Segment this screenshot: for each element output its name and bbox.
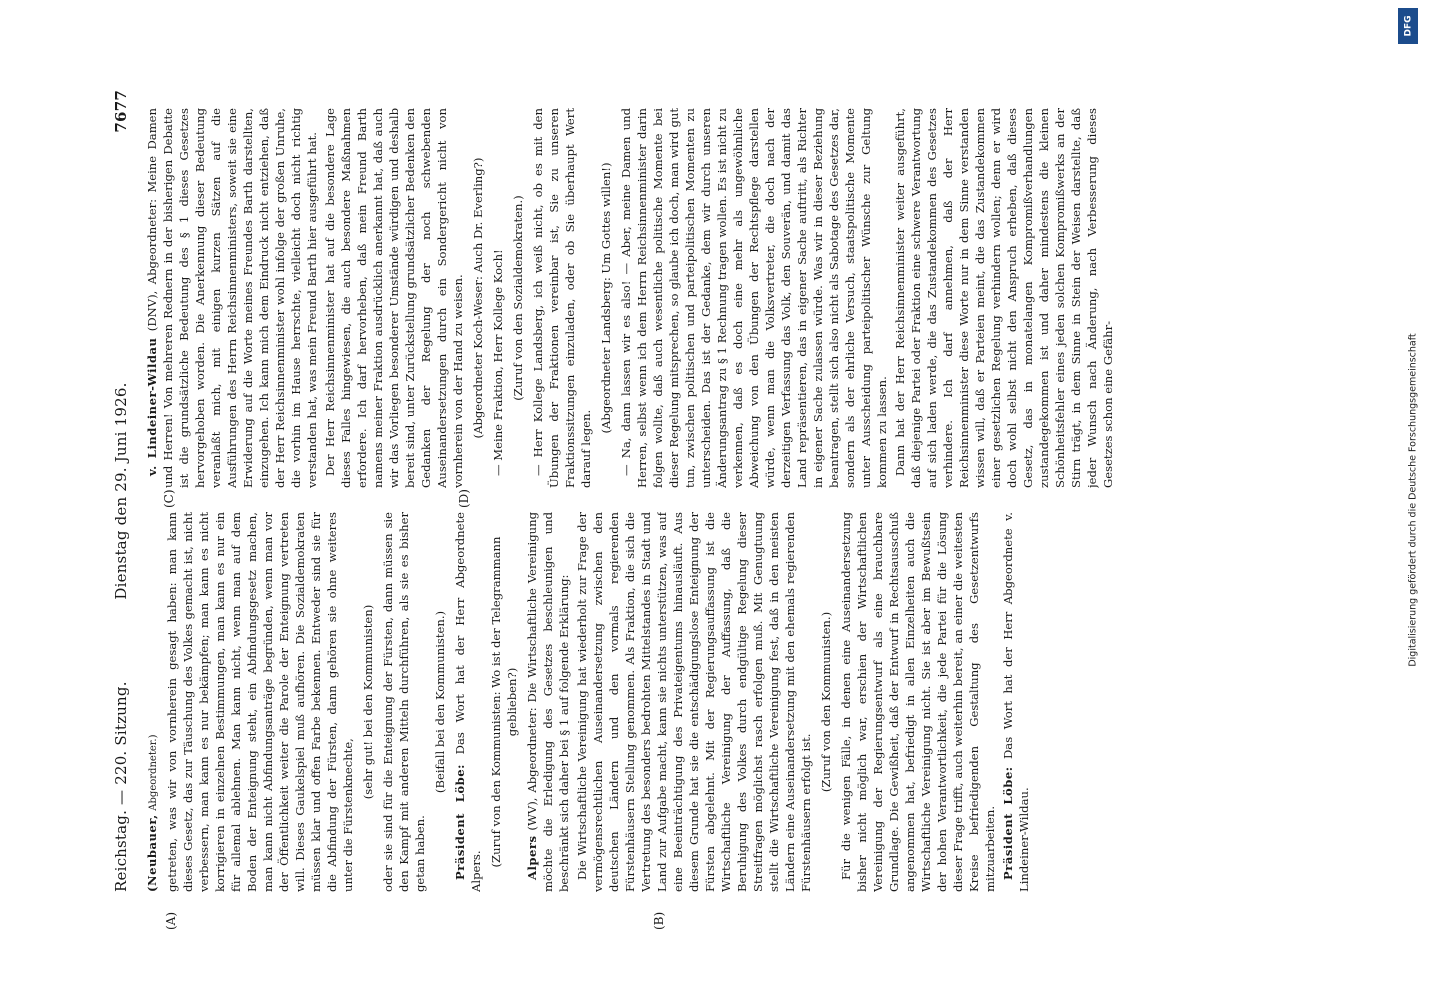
digitization-credit	[1398, 0, 1428, 1000]
speaker-name: Präsident Löbe:	[453, 764, 467, 880]
page-header	[112, 90, 138, 892]
speaker-name: (Neubauer,	[145, 814, 159, 892]
speech-text: Das Wort hat der Herr Abgeordnete Alpers.	[453, 512, 483, 892]
speaker-name: Alpers	[525, 835, 539, 880]
margin-marker-a: (A)	[164, 911, 178, 930]
paragraph	[1000, 512, 1032, 892]
margin-marker-c: (C)	[162, 489, 176, 508]
header-left: Reichstag. — 220. Sitzung.	[112, 681, 130, 892]
credit-text: Digitalisierung gefördert durch die Deutsche Forschungsgemeinschaft	[1407, 333, 1419, 667]
speech-text: (DNV), Abgeordneter: Meine Damen und Herren! Von mehreren Rednern in der bisherigen Debatte ist die grundsätzliche Bedeutung des § 1 dieses Gesetzes hervorgehoben worden. Die Anerkennung dieser Bedeutung veranlaßt mich, mit einigen kurzen Sätzen auf die Ausführungen des Herrn Reichsinnenministers, soweit sie eine Erwiderung auf die Worte meines Freundes Barth darstellten, einzugehen. Ich kann mich dem Eindruck nicht entziehen, daß der Herr Reichsinnenminister wohl infolge der großen Unruhe, die vorhin im Hause herrschte, vielleicht doch nicht richtig verstanden hat, was mein Freund Barth hier ausgeführt hat.	[145, 108, 319, 488]
speaker-role: Abgeordneter.)	[148, 734, 159, 811]
interjection: (Zuruf von den Kommunisten: Wo ist der Telegrammann geblieben?)	[489, 536, 519, 868]
interjection: (Zuruf von den Sozialdemokraten.)	[511, 195, 525, 401]
speech-text: Das Wort hat der Herr Abgeordnete v. Lindeiner-Wildau.	[1001, 512, 1031, 892]
paragraph: Die Wirtschaftliche Vereinigung hat wiederholt zur Frage der vermögensrechtlichen Auseinandersetzung zwischen den deutschen Ländern und den vormals regierenden Fürstenhäusern Stellung genommen. Als Fraktion, die sich die Vertretung des besonders bedrohten Mittelstandes in Stadt und Land zur Aufgabe macht, kann sie nichts unterstützen, was auf eine Beeinträchtigung des Privateigentums hinausläuft. Aus diesem Grunde hat sie die entschädigungslose Enteignung der Fürsten abgelehnt. Mit der Regierungsauffassung ist die Wirtschaftliche Vereinigung der Auffassung, daß die Beruhigung des Volkes durch endgültige Regelung dieser Streitfragen möglichst rasch erfolgen muß. Mit Genugtuung stellt die Wirtschaftliche Vereinigung fest, daß in den meisten Ländern eine Auseinandersetzung mit den ehemals regierenden Fürstenhäusern erfolgt ist.	[575, 512, 813, 892]
interjection: (Abgeordneter Landsberg: Um Gottes willen!)	[599, 162, 613, 434]
speaker-name: Präsident Löbe:	[1001, 766, 1015, 880]
paragraph	[144, 512, 162, 892]
interjection: (sehr gut! bei den Kommunisten)	[361, 604, 375, 800]
speech-text: (WV), Abgeordneter: Die Wirtschaftliche Vereinigung möchte die Erledigung des Gesetzes beschleunigen und beschränkt sich daher bei § 1 auf folgende Erklärung:	[525, 512, 571, 892]
paragraph	[452, 512, 484, 892]
speaker-name: v. Lindeiner-Wildau	[145, 337, 159, 476]
paragraph: Dann hat der Herr Reichsinnenminister weiter ausgeführt, daß diejenige Partei oder Fraktion eine schwere Verantwortung auf sich laden werde, die das Zustandekommen des Gesetzes verhindere. Ich darf annehmen, daß der Herr Reichsinnenminister diese Worte nur in dem Sinne verstanden wissen will, daß er Parteien meint, die das Zustandekommen einer gesetzlichen Regelung verhindern wollen; denn er wird doch wohl selbst nicht den Anspruch erheben, daß dieses Gesetz, das in monatelangen Kompromißverhandlungen zustandegekommen ist und daher mindestens die kleinen Schönheitsfehler eines jeden solchen Kompromißwerks an der Stirn trägt, in dem Sinne in Stein der Weisen darstellte, daß jeder Wunsch nach Änderung, nach Verbesserung dieses Gesetzes schon eine Gefähr-	[893, 108, 1115, 488]
paragraph: Für die wenigen Fälle, in denen eine Auseinandersetzung bisher nicht möglich war, erschien der Wirtschaftlichen Vereinigung der Regierungsentwurf als eine brauchbare Grundlage. Die Gewißheit, daß der Entwurf in Rechtsausschuß angenommen hat, befriedigt in allen Einzelheiten auch die Wirtschaftliche Vereinigung nicht. Sie ist aber im Bewußtsein der hohen Verantwortlichkeit, die jede Partei für die Lösung dieser Frage trifft, auch weiterhin bereit, an einer die weitesten Kreise befriedigenden Gestaltung des Gesetzentwurfs mitzuarbeiten.	[839, 512, 997, 892]
paragraph: oder sie sind für die Enteignung der Fürsten, dann müssen sie den Kampf mit anderen Mitteln durchführen, als sie es bisher getan haben.	[381, 512, 427, 892]
page-number: 7677	[112, 90, 130, 133]
dfg-logo-icon: DFG	[1398, 8, 1418, 44]
interjection: (Zuruf von den Kommunisten.)	[819, 611, 833, 793]
paragraph: Der Herr Reichsinnenminister hat auf die besondere Lage dieses Falles hingewiesen, die auch besondere Maßnahmen erfordere. Ich darf hervorheben, daß mein Freund Barth namens meiner Fraktion ausdrücklich anerkannt hat, daß auch wir das Vorliegen besonderer Umstände würdigen und deshalb bereit sind, unter Zurückstellung grundsätzlicher Bedenken den Gedanken der Regelung der noch schwebenden Auseinandersetzungen durch ein Sondergericht nicht von vornherein von der Hand zu weisen.	[323, 108, 465, 488]
right-column	[144, 108, 1312, 488]
margin-marker-d: (D)	[457, 489, 471, 508]
paragraph: — Herr Kollege Landsberg, ich weiß nicht, ob es mit den Übungen der Fraktionen vereinbar ist, Sie zu unseren Fraktionssitzungen einzuladen, oder ob Sie überhaupt Wert darauf legen.	[531, 108, 593, 488]
paragraph: — Na, dann lassen wir es also! — Aber, meine Damen und Herren, selbst wenn ich dem Herrn Reichsinnenminister darin folgen wollte, daß auch wesentliche politische Momente bei dieser Regelung mitsprechen, so glaube ich doch, man wird gut tun, zwischen politischen und parteipolitischen Momenten zu unterscheiden. Das ist der Gedanke, dem wir durch unseren Änderungsantrag zu § 1 Rechnung tragen wollen. Es ist nicht zu verkennen, daß es doch eine mehr als ungewöhnliche Abweichung von den Übungen der Rechtspflege darstellen würde, wenn man die Volksvertreter, die doch nach der derzeitigen Verfassung das Volk, den Souverän, und damit das Land repräsentieren, das in eigener Sache auftritt, als Richter in eigener Sache zulassen würde. Was wir in dieser Beziehung beantragen, stellt sich also nicht als Sabotage des Gesetzes dar, sondern als der ehrliche Versuch, staatspolitische Momente unter Ausscheidung parteipolitischer Wünsche zur Geltung kommen zu lassen.	[619, 108, 889, 488]
header-date: Dienstag den 29. Juni 1926.	[112, 382, 130, 600]
document-page	[92, 50, 1342, 950]
margin-marker-b: (B)	[652, 911, 666, 930]
paragraph	[524, 512, 572, 892]
paragraph: getreten, was wir von vornherein gesagt haben: man kann dieses Gesetz, das zur Täuschung des Volkes gemacht ist, nicht verbessern, man kann es nur bekämpfen; man kann es nicht korrigieren in einzelnen Bestimmungen, man kann es nur ein für allemal ablehnen. Man kann nicht, wenn man auf dem Boden der Enteignung steht, ein Abfindungsgesetz machen, man kann nicht Abfindungsanträge begründen, wenn man vor der Öffentlichkeit weiter die Parole der Enteignung vertreten will. Dieses Gaukelspiel muß aufhören. Die Sozialdemokraten müssen klar und offen Farbe bekennen. Entweder sind sie für die Abfindung der Fürsten, dann gehören sie ohne weiteres unter die Fürstenknechte,	[165, 512, 355, 892]
interjection: (Beifall bei den Kommunisten.)	[433, 610, 447, 794]
left-column	[144, 512, 1312, 892]
interjection: (Abgeordneter Koch-Weser: Auch Dr. Everling?)	[471, 157, 485, 439]
paragraph	[144, 108, 320, 488]
paragraph: — Meine Fraktion, Herr Kollege Koch!	[491, 249, 505, 476]
